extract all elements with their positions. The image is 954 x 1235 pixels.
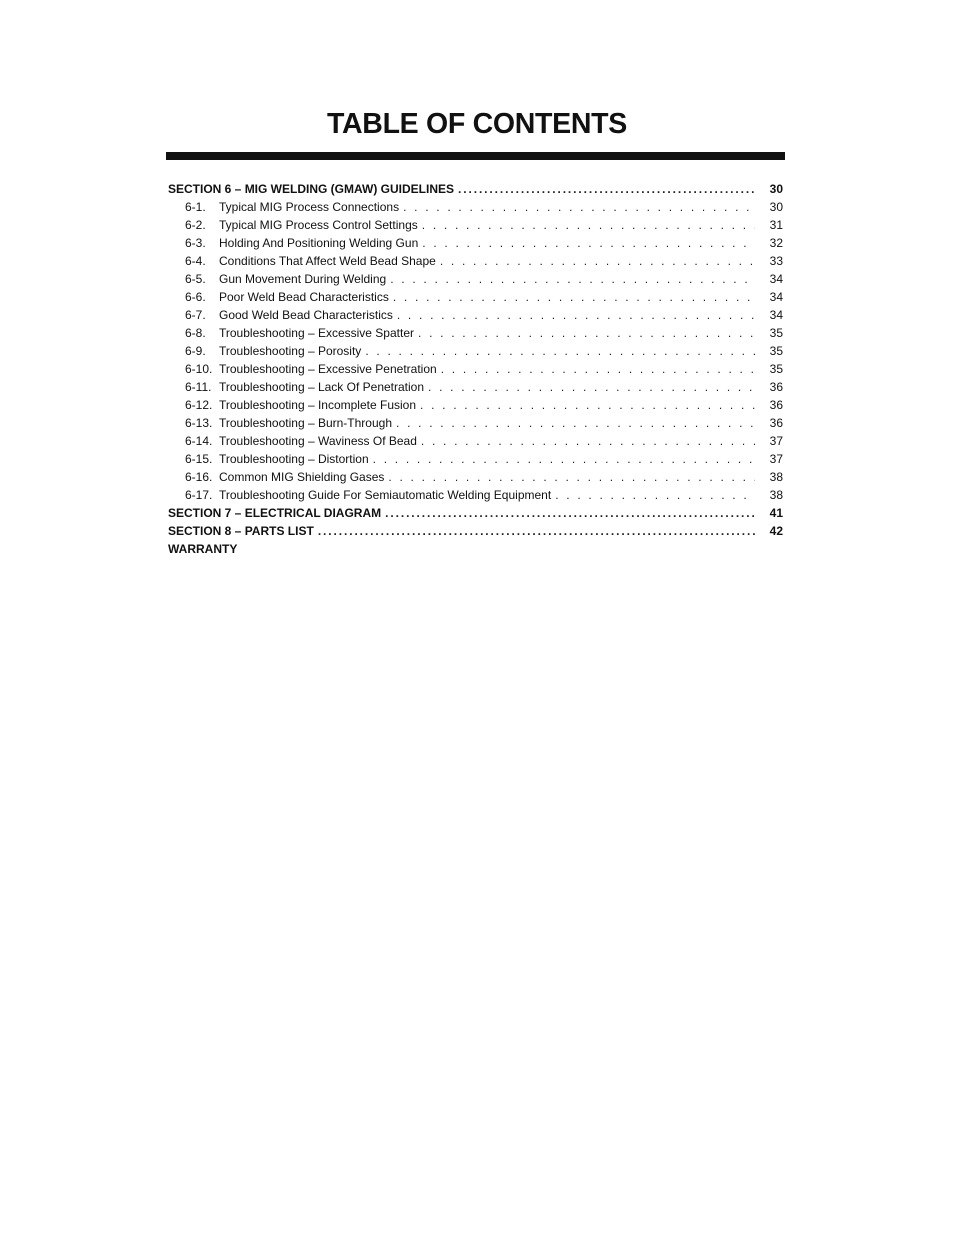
toc-page-number: 34 [769,290,783,304]
toc-section-7[interactable] [168,504,783,522]
toc-page-number: 37 [769,452,783,466]
page-title: TABLE OF CONTENTS [327,108,627,140]
dot-leader [441,360,755,378]
toc-section-6[interactable] [168,180,783,198]
dot-leader [396,414,755,432]
toc-entry-6-12[interactable] [168,396,783,414]
title-rule [166,152,785,160]
dot-leader [422,216,755,234]
dot-leader [422,234,755,252]
toc-entry-label: Troubleshooting – Burn-Through [219,416,392,430]
dot-leader [385,504,755,522]
toc-entry-number: 6-13. [185,416,213,430]
toc-page-number: 35 [769,362,783,376]
dot-leader [440,252,755,270]
dot-leader [418,324,755,342]
toc-entry-label: Typical MIG Process Control Settings [219,218,418,232]
toc-page-number: 35 [769,326,783,340]
dot-leader [428,378,755,396]
dot-leader [555,486,755,504]
toc-entry-6-11[interactable] [168,378,783,396]
toc-entry-6-16[interactable] [168,468,783,486]
toc-entry-label: Troubleshooting – Excessive Spatter [219,326,414,340]
toc-entry-number: 6-14. [185,434,213,448]
toc-page-number: 31 [769,218,783,232]
toc-entry-6-15[interactable] [168,450,783,468]
toc-entry-number: 6-8. [185,326,206,340]
toc-entry-number: 6-16. [185,470,213,484]
toc-entry-6-8[interactable] [168,324,783,342]
toc-entry-number: 6-1. [185,200,206,214]
toc-page-number: 38 [769,488,783,502]
toc-entry-number: 6-3. [185,236,206,250]
toc-entry-number: 6-15. [185,452,213,466]
toc-entry-number: 6-11. [185,380,212,394]
toc-section-label: SECTION 6 – MIG WELDING (GMAW) GUIDELINES [168,182,455,196]
toc-entry-6-6[interactable] [168,288,783,306]
toc-entry-label: Good Weld Bead Characteristics [219,308,393,322]
toc-page-number: 30 [769,182,783,196]
dot-leader [388,468,755,486]
toc-entry-6-5[interactable] [168,270,783,288]
dot-leader [458,180,755,198]
toc-section-label: SECTION 8 – PARTS LIST [168,524,314,538]
toc-entry-number: 6-10. [185,362,213,376]
toc-page-number: 36 [769,416,783,430]
toc-warranty[interactable] [168,540,783,558]
toc-entry-6-9[interactable] [168,342,783,360]
toc-page-number: 30 [769,200,783,214]
dot-leader [318,522,755,540]
toc-entry-number: 6-17. [185,488,213,502]
toc-entry-6-17[interactable] [168,486,783,504]
toc-page-number: 36 [769,380,783,394]
toc-entry-6-7[interactable] [168,306,783,324]
toc-page-number: 32 [769,236,783,250]
toc-section-8[interactable] [168,522,783,540]
toc-entry-label: Troubleshooting – Incomplete Fusion [219,398,417,412]
dot-leader [403,198,755,216]
toc-entry-label: Troubleshooting – Distortion [219,452,369,466]
toc-section-label: WARRANTY [168,542,238,556]
toc-entry-number: 6-4. [185,254,206,268]
toc-entry-label: Gun Movement During Welding [219,272,387,286]
toc-entry-6-1[interactable] [168,198,783,216]
toc-entry-label: Common MIG Shielding Gases [219,470,385,484]
toc-entry-label: Troubleshooting Guide For Semiautomatic Welding Equipment [219,488,552,502]
toc-entry-label: Typical MIG Process Connections [219,200,400,214]
toc-page-number: 33 [769,254,783,268]
toc-entry-label: Troubleshooting – Excessive Penetration [219,362,437,376]
dot-leader [365,342,755,360]
toc-page-number: 35 [769,344,783,358]
toc-entry-number: 6-9. [185,344,206,358]
toc-entry-label: Conditions That Affect Weld Bead Shape [219,254,436,268]
toc-page-number: 34 [769,272,783,286]
toc-entry-label: Poor Weld Bead Characteristics [219,290,389,304]
dot-leader [397,306,755,324]
dot-leader [393,288,755,306]
toc-entry-number: 6-6. [185,290,206,304]
dot-leader [421,432,755,450]
toc-entry-label: Troubleshooting – Waviness Of Bead [219,434,417,448]
toc-page-number: 41 [769,506,783,520]
toc-entry-6-13[interactable] [168,414,783,432]
toc-page-number: 34 [769,308,783,322]
toc-page-number: 42 [769,524,783,538]
toc-entry-number: 6-7. [185,308,206,322]
toc-entry-6-10[interactable] [168,360,783,378]
toc-entry-label: Troubleshooting – Lack Of Penetration [219,380,425,394]
toc-entry-label: Holding And Positioning Welding Gun [219,236,419,250]
dot-leader [390,270,755,288]
toc-section-label: SECTION 7 – ELECTRICAL DIAGRAM [168,506,382,520]
toc-entry-label: Troubleshooting – Porosity [219,344,362,358]
dot-leader [373,450,755,468]
toc-page-number: 37 [769,434,783,448]
toc-entry-number: 6-5. [185,272,206,286]
table-of-contents [168,180,783,558]
toc-entry-6-4[interactable] [168,252,783,270]
toc-entry-6-14[interactable] [168,432,783,450]
toc-entry-number: 6-2. [185,218,206,232]
toc-page-number: 38 [769,470,783,484]
toc-page-number: 36 [769,398,783,412]
toc-entry-6-2[interactable] [168,216,783,234]
dot-leader [420,396,755,414]
toc-entry-6-3[interactable] [168,234,783,252]
toc-entry-number: 6-12. [185,398,213,412]
